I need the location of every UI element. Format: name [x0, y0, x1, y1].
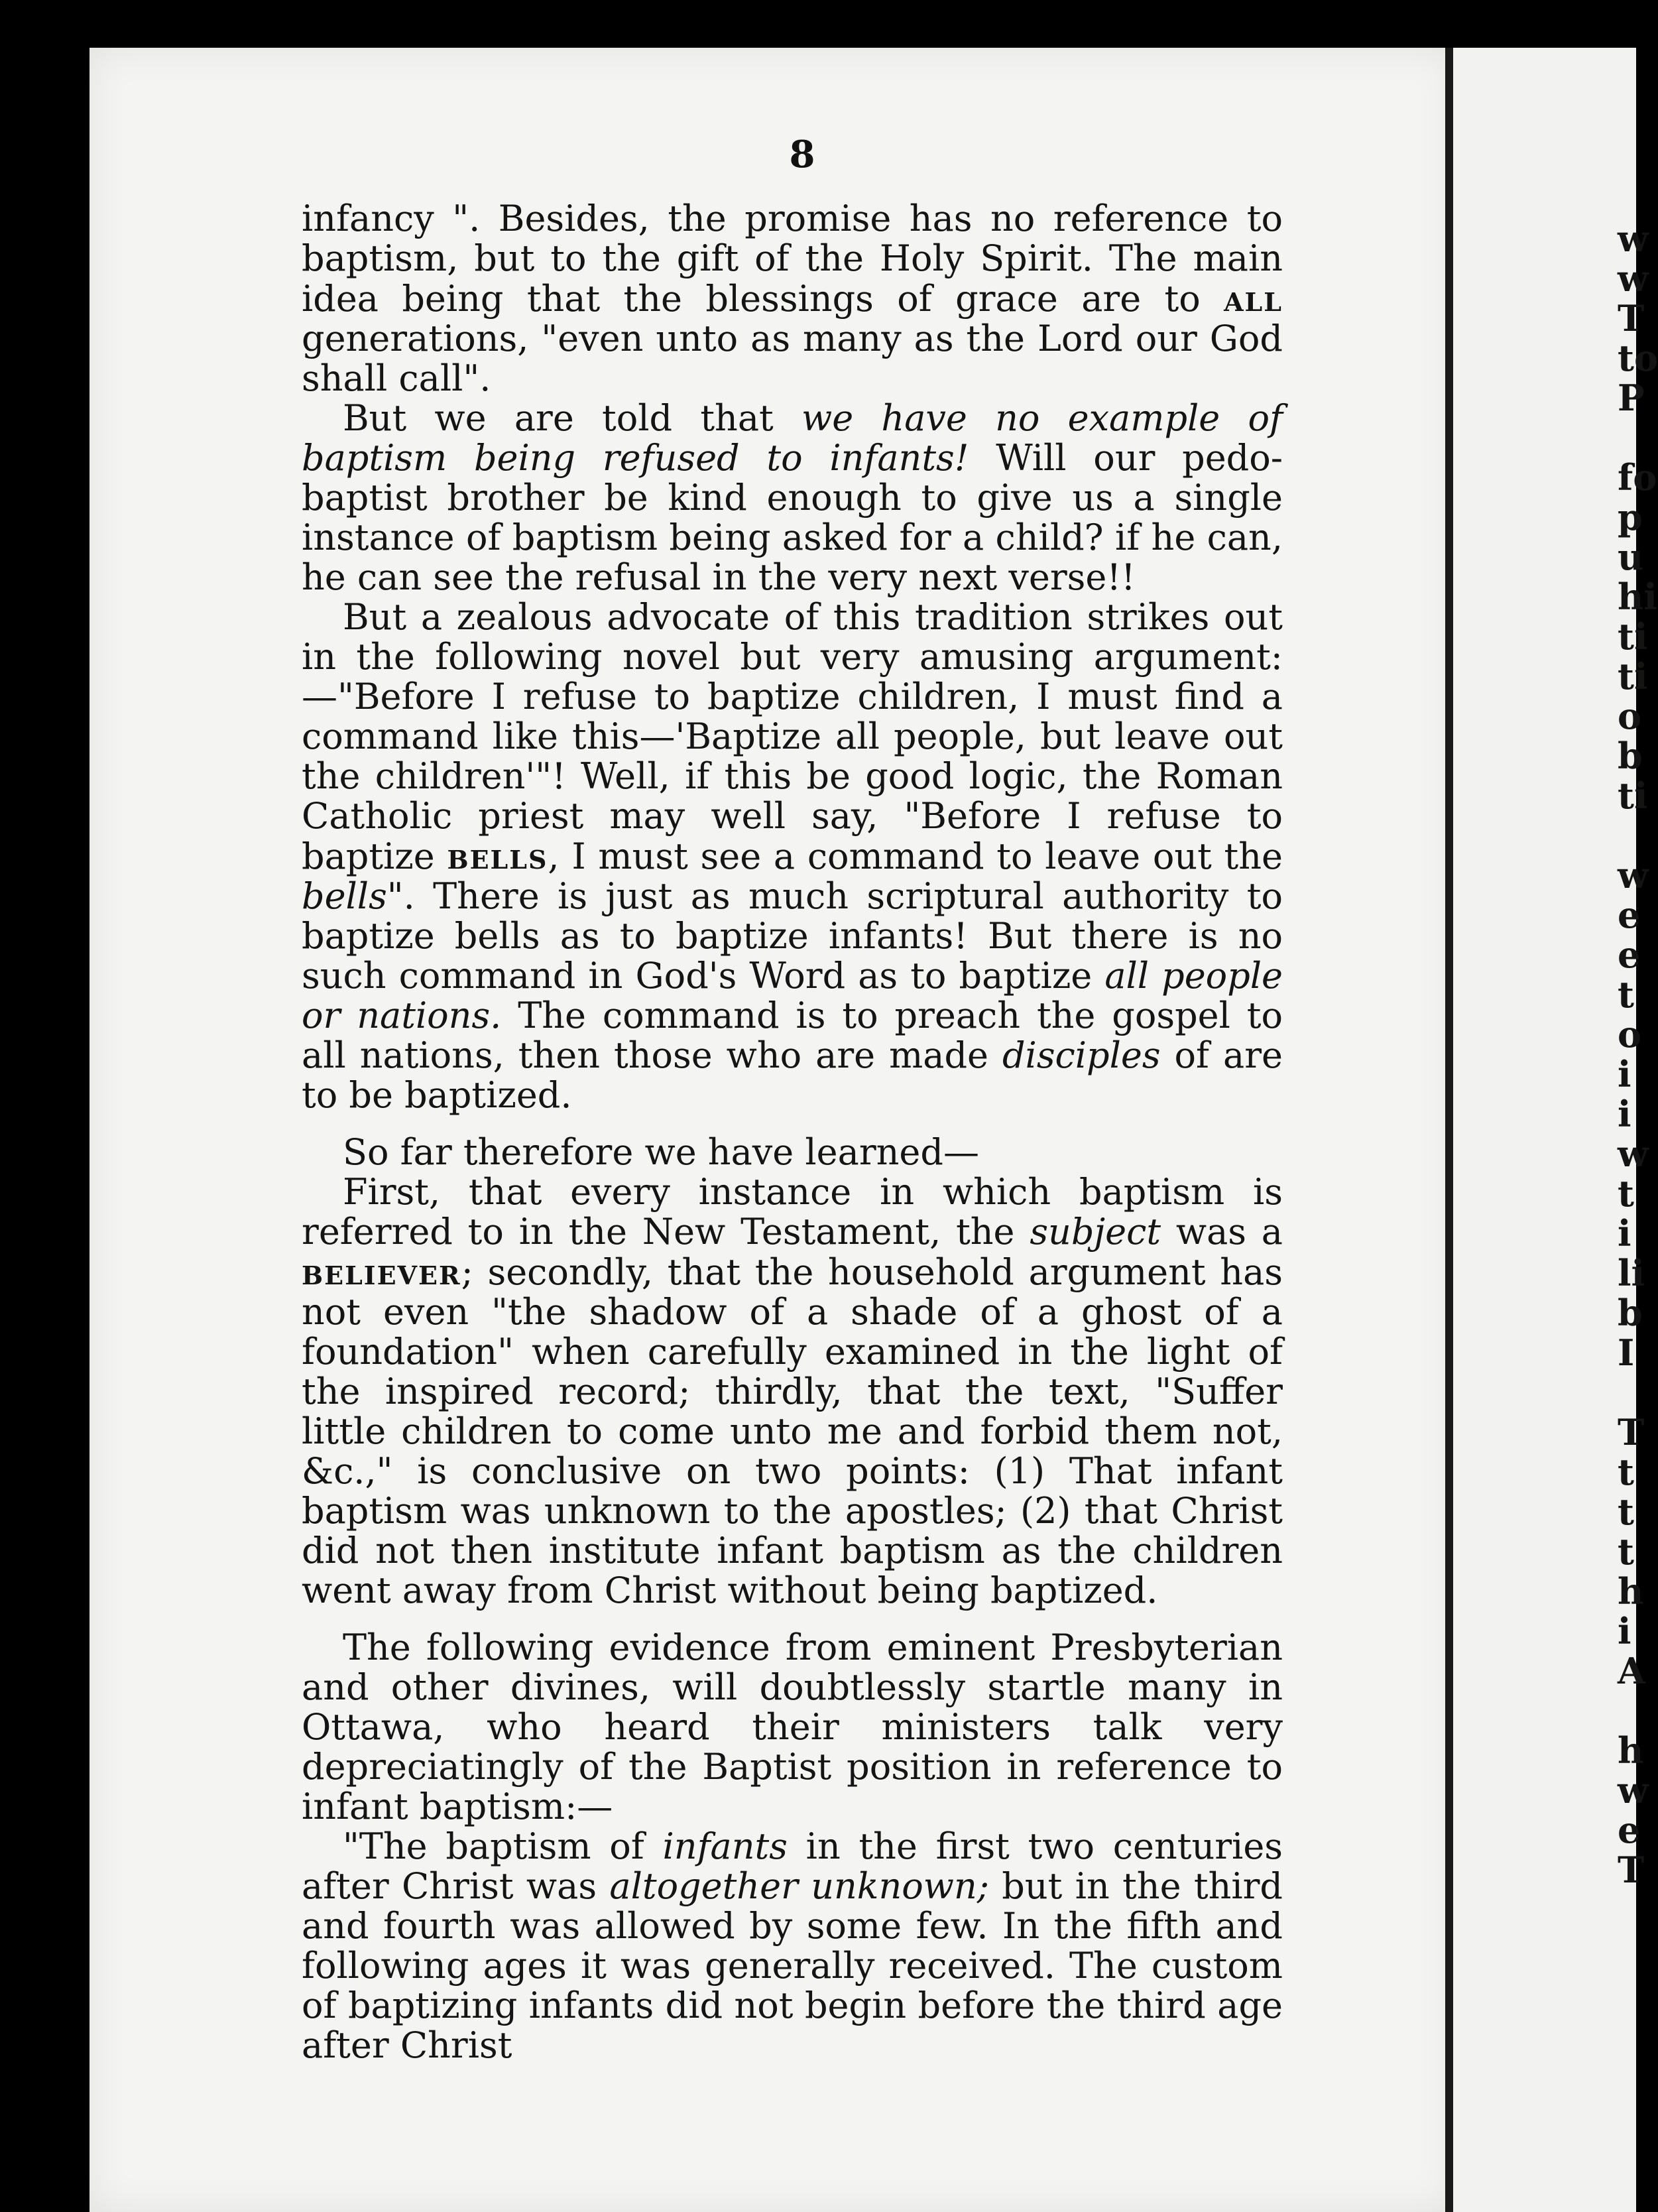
- text-run: , I must see a command to leave out the: [548, 835, 1283, 877]
- paragraph-p5: [302, 1172, 1283, 1611]
- text-run: infancy ". Besides, the promise has no reference to baptism, but to the gift of the Holy Spirit. The main idea being that the blessings of grace are to: [302, 198, 1283, 320]
- facing-page-line: i: [1618, 1053, 1631, 1095]
- facing-page-line: u: [1618, 536, 1644, 578]
- facing-page-line: p: [1618, 496, 1643, 538]
- facing-page-line: [1618, 418, 1657, 458]
- text-run: The command is to preach the gospel to all nations, then those who are made: [302, 995, 1283, 1076]
- right-page-edge: [1453, 48, 1636, 2212]
- facing-page-fragments: [1618, 219, 1657, 1890]
- facing-page-line: t: [1618, 1530, 1634, 1573]
- facing-page-line: ti: [1618, 615, 1648, 658]
- facing-page-line: T: [1618, 1849, 1645, 1891]
- text-run: First, that every instance in which baptism is referred to in the New Testament, the: [302, 1171, 1283, 1253]
- facing-page-line: i: [1618, 1610, 1631, 1652]
- small-caps-text: all: [1224, 277, 1283, 320]
- facing-page-line: fo: [1618, 456, 1657, 499]
- facing-page-line: e: [1618, 1809, 1641, 1851]
- text-run: generations, "even unto as many as the Lord our God shall call".: [302, 318, 1283, 399]
- text-run: ". There is just as much scriptural authority to baptize bells as to baptize infants! But there is no such command in God's Word as to baptize: [302, 875, 1283, 997]
- facing-page-line: to: [1618, 337, 1658, 379]
- facing-page-line: t: [1618, 1451, 1634, 1493]
- text-run: in the first two centuries after Christ was: [302, 1825, 1283, 1907]
- paragraph-p7: [302, 1827, 1283, 2065]
- facing-page-line: o: [1618, 695, 1642, 737]
- page-number: 8: [789, 133, 815, 176]
- body-text: [302, 199, 1283, 2065]
- facing-page-line: w: [1618, 257, 1649, 300]
- facing-page-line: b: [1618, 735, 1643, 777]
- paragraph-p2: [302, 399, 1283, 597]
- facing-page-line: t: [1618, 973, 1634, 1016]
- facing-page-line: t: [1618, 1491, 1634, 1533]
- facing-page-line: b: [1618, 1292, 1643, 1334]
- facing-page-line: i: [1618, 1212, 1631, 1255]
- text-run: So far therefore we have learned—: [343, 1131, 979, 1173]
- facing-page-line: o: [1618, 1013, 1642, 1056]
- facing-page-line: h: [1618, 1570, 1644, 1613]
- page-gutter: [1445, 48, 1453, 2212]
- italic-text: infants: [662, 1825, 788, 1867]
- facing-page-line: w: [1618, 217, 1649, 260]
- facing-page-line: e: [1618, 894, 1641, 936]
- facing-page-line: hi: [1618, 576, 1657, 618]
- facing-page-line: li: [1618, 1252, 1645, 1294]
- facing-page-line: T: [1618, 1411, 1645, 1453]
- small-caps-text: believer: [302, 1251, 461, 1293]
- small-caps-text: bells: [447, 835, 548, 877]
- facing-page-line: [1618, 1691, 1657, 1731]
- facing-page-line: h: [1618, 1729, 1644, 1772]
- text-run: of are to be baptized.: [302, 1034, 1283, 1116]
- italic-text: bells: [302, 875, 387, 917]
- facing-page-line: e: [1618, 934, 1641, 976]
- text-run: But a zealous advocate of this tradition strikes out in the following novel but very amusing argument:—"Before I refuse to baptize children, I must find a command like this—'Baptize all people, but leave out the children'"! Well, if this be good logic, the Roman Catholic priest may well say, "Before I refuse to baptize: [302, 596, 1283, 877]
- facing-page-line: [1618, 1373, 1657, 1412]
- italic-text: altogether unknown;: [609, 1865, 989, 1907]
- facing-page-line: w: [1618, 854, 1649, 896]
- facing-page-line: P: [1618, 377, 1645, 419]
- facing-page-line: w: [1618, 1769, 1649, 1812]
- facing-page-line: t: [1618, 1172, 1634, 1215]
- paragraph-p1: [302, 199, 1283, 399]
- text-run: Will our pedo-baptist brother be kind enough to give us a single instance of baptism being asked for a child? if he can, he can see the refusal in the very next verse!!: [302, 437, 1283, 598]
- text-run: The following evidence from eminent Presbyterian and other divines, will doubtlessly startle many in Ottawa, who heard their ministers talk very depreciatingly of the Baptist position in reference to infant baptism:—: [302, 1627, 1283, 1827]
- text-run: ; secondly, that the household argument has not even "the shadow of a shade of a ghost of a foundation" when carefully examined in the light of the inspired record; thirdly, that the text, "Suffer little children to come unto me and forbid them not, &c.," is conclusive on two points: (1) That infant baptism was unknown to the apostles; (2) that Christ did not then institute infant baptism as the children went away from Christ without being baptized.: [302, 1251, 1283, 1611]
- italic-text: all people or nations.: [302, 955, 1283, 1036]
- italic-text: we have no example of baptism being refused to infants!: [302, 397, 1283, 479]
- text-run: was a: [1161, 1211, 1283, 1253]
- paragraph-p3: [302, 597, 1283, 1115]
- facing-page-line: w: [1618, 1133, 1649, 1175]
- paragraph-p6: [302, 1628, 1283, 1827]
- facing-page-line: I: [1618, 1331, 1635, 1374]
- facing-page-line: ti: [1618, 655, 1648, 698]
- italic-text: subject: [1030, 1211, 1161, 1253]
- facing-page-line: A: [1618, 1650, 1645, 1692]
- italic-text: disciples: [1002, 1034, 1161, 1076]
- paragraph-p4: [302, 1133, 1283, 1172]
- text-run: "The baptism of: [343, 1825, 663, 1867]
- facing-page-line: i: [1618, 1093, 1631, 1135]
- facing-page-line: ti: [1618, 774, 1648, 817]
- facing-page-line: T: [1618, 297, 1645, 339]
- text-run: but in the third and fourth was allowed by some few. In the fifth and following ages it was generally received. The custom of baptizing infants did not begin before the third age after Christ: [302, 1865, 1283, 2066]
- text-run: But we are told that: [343, 397, 801, 439]
- facing-page-line: [1618, 816, 1657, 855]
